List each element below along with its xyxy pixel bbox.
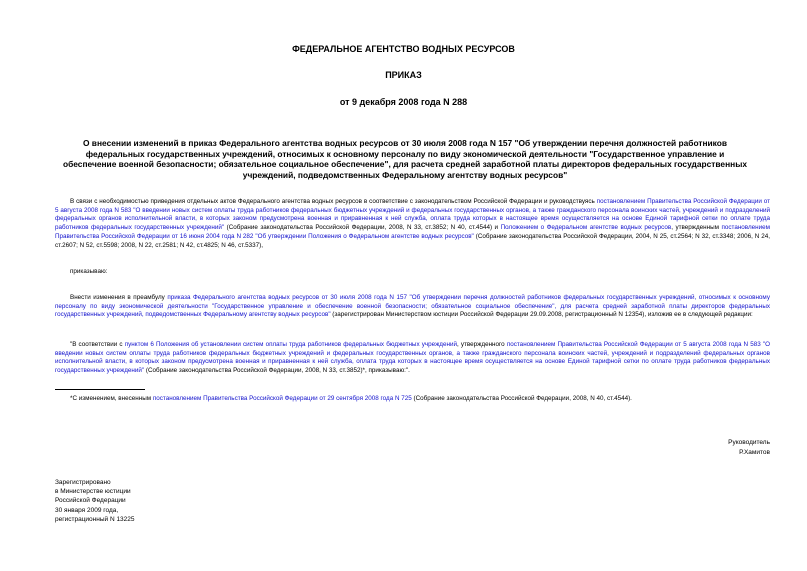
registration-line: Зарегистрировано bbox=[55, 479, 111, 486]
text-fragment: , утвержденным bbox=[671, 224, 722, 232]
registration-date: 30 января 2009 года, bbox=[55, 506, 119, 514]
footnote-divider bbox=[55, 389, 145, 390]
text-fragment: , утвержденного bbox=[457, 341, 507, 348]
link-order-157[interactable]: приказа Федерального агентства водных ресурсов от 30 июля 2008 года N 157 "Об утверждении перечня должностей работников федеральных государственных учреждений, относимых к основному персоналу по виду экономической деятельности "Государственное управление и обеспечение военной безопасности; обязательное социальное обеспечение", для расчета средней заработной платы директоров федеральных государственных учреждений, подведомственных Федеральному агентству водных ресурсов" bbox=[55, 294, 770, 319]
link-decree-282[interactable]: постановлением Правительства Российской Федерации от 16 июня 2004 года N 282 "Об утверждении Положения о Федеральном агентстве водных ресурсов" bbox=[55, 224, 771, 240]
text-fragment: (Собрание законодательства Российской Федерации, 2008, N 33, ст.3852; N 40, ст.4544) и bbox=[224, 224, 501, 232]
text-fragment: "В соответствии с bbox=[70, 341, 125, 348]
new-preamble-paragraph bbox=[55, 341, 770, 376]
signature-block bbox=[728, 438, 770, 458]
text-fragment: *С изменением, внесенным bbox=[70, 395, 153, 402]
signatory-position: Руководитель bbox=[728, 439, 770, 446]
link-decree-725[interactable]: постановлением Правительства Российской Федерации от 29 сентября 2008 года N 725 bbox=[152, 395, 412, 402]
signatory-name: Р.Хамитов bbox=[739, 449, 770, 456]
link-decree-583[interactable]: постановлением Правительства Российской Федерации от 5 августа 2008 года N 583 "О введении новых систем оплаты труда работников федеральных бюджетных учреждений и федеральных государственных органов, а также гражданского персонала воинских частей, учреждений и подразделений федеральных органов исполнительной власти, в которых законом предусмотрена военная и приравненная к ней служба, оплата труда которых в настоящее время осуществляется на основе Единой тарифной сетки по оплате труда работников федеральных государственных учреждений" bbox=[55, 198, 770, 232]
text-fragment: В связи с необходимостью приведения отдельных актов Федерального агентства водных ресурсов в соответствие с законодательством Российской Федерации и руководствуясь bbox=[70, 198, 597, 205]
preamble-paragraph bbox=[55, 198, 770, 250]
document-date-number: от 9 декабря 2008 года N 288 bbox=[339, 97, 468, 107]
order-phrase: приказываю: bbox=[70, 268, 108, 275]
document-type: ПРИКАЗ bbox=[385, 70, 422, 80]
registration-block bbox=[55, 478, 135, 524]
document-title: О внесении изменений в приказ Федерального агентства водных ресурсов от 30 июля 2008 года N 157 "Об утверждении перечня должностей работников федеральных государственных учреждений, относимых к основному персоналу по виду экономической деятельности "Государственное управление и обеспечение военной безопасности; обязательное социальное обеспечение", для расчета средней заработной платы директоров федеральных государственных учреждений, подведомственных Федеральному агентству водных ресурсов" bbox=[62, 138, 748, 180]
registration-line: в Министерстве юстиции bbox=[55, 488, 131, 496]
link-clause-6[interactable]: пунктом 6 Положения об установлении систем оплаты труда работников федеральных бюджетных учреждений bbox=[124, 341, 457, 348]
registration-line: Российской Федерации bbox=[55, 497, 126, 505]
text-fragment: (Собрание законодательства Российской Федерации, 2008, N 40, ст.4544). bbox=[411, 395, 632, 402]
link-decree-583-2[interactable]: постановлением Правительства Российской Федерации от 5 августа 2008 года N 583 "О введении новых систем оплаты труда работников федеральных бюджетных учреждений и федеральных государственных органов, а также гражданского персонала воинских частей, учреждений и подразделений федеральных органов исполнительной власти, в которых законом предусмотрена военная и приравненная к ней служба, оплата труда которых в настоящее время осуществляется на основе Единой тарифной сетки по оплате труда работников федеральных государственных учреждений" bbox=[55, 341, 770, 375]
agency-name: ФЕДЕРАЛЬНОЕ АГЕНТСТВО ВОДНЫХ РЕСУРСОВ bbox=[292, 44, 515, 54]
amendment-paragraph bbox=[55, 294, 770, 320]
text-fragment: (зарегистрирован Министерством юстиции Российской Федерации 29.09.2008, регистрационный N 12354), изложив ее в следующей редакции: bbox=[330, 311, 753, 319]
text-fragment: Внести изменения в преамбулу bbox=[70, 294, 168, 301]
footnote bbox=[55, 395, 770, 404]
text-fragment: (Собрание законодательства Российской Федерации, 2004, N 25, ст.2564; N 32, ст.3348; 2006, N 24, ст.2607; N 52, ст.5598; 2008, N 22, ст.2581; N 42, ст.4825; N 46, ст.5337), bbox=[55, 232, 770, 249]
link-agency-regulation[interactable]: Положением о Федеральном агентстве водных ресурсов bbox=[500, 224, 672, 232]
text-fragment: (Собрание законодательства Российской Федерации, 2008, N 33, ст.3852)*, приказываю:". bbox=[144, 367, 410, 375]
registration-number: регистрационный N 13225 bbox=[55, 515, 135, 523]
